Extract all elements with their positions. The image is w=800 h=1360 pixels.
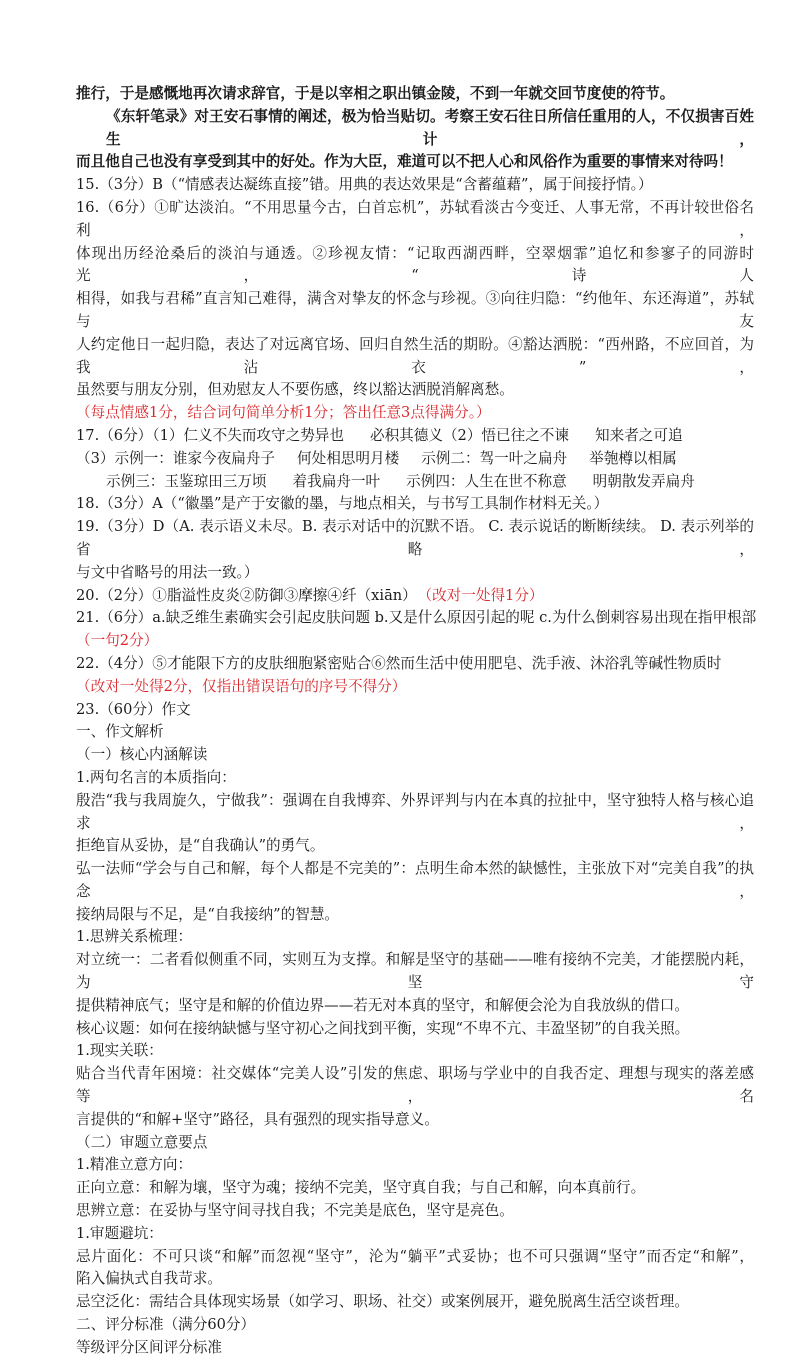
point-quotes-essence: 1.两句名言的本质指向： <box>76 768 236 786</box>
pitfalls-line-1: 忌片面化：不可只谈“和解”而忽视“坚守”，沦为“躺平”式妥协；也不可只强调“坚守”而否定“和解”， <box>76 1247 754 1265</box>
subheading-topic-review: （二）审题立意要点 <box>76 1133 208 1151</box>
answer-20-text: 20.（2分）①脂溢性皮炎②防御③摩擦④纤（xiān） <box>76 586 417 604</box>
point-reality: 1.现实关联： <box>76 1042 163 1060</box>
reality-line-1: 贴合当代青年困境：社交媒体“完美人设”引发的焦虑、职场与学业中的自我否定、理想与现实的落差感等，名 <box>76 1065 754 1106</box>
answer-17-line-1 <box>76 425 754 448</box>
answer-22-scoring-note: （改对一处得2分，仅指出错误语句的序号不得分） <box>76 677 407 695</box>
direction-line-1: 正向立意：和解为壤，坚守为魂；接纳不完美，坚守真自我；与自己和解，向本真前行。 <box>76 1179 646 1197</box>
answer-19-line-1: 19.（3分）D（A. 表示语义未尽。B. 表示对话中的沉默不语。 C. 表示说话的断断续续。 D. 表示列举的省略， <box>76 518 754 558</box>
section-heading-scoring: 二、评分标准（满分60分） <box>76 1316 256 1334</box>
answer-17-example-2b: 举匏樽以相属 <box>589 449 677 467</box>
pitfalls-line-2: 陷入偏执式自我苛求。 <box>76 1270 222 1288</box>
point-dialectic: 1.思辨关系梳理： <box>76 928 193 946</box>
answer-17-example-3a: 示例三：玉鉴琼田三万顷 <box>106 472 267 490</box>
point-precise-direction: 1.精准立意方向： <box>76 1156 193 1174</box>
passage-line-2: 《东轩笔录》对王安石事情的阐述，极为恰当贴切。考察王安石往日所信任重用的人，不仅损害百姓生计， <box>106 107 754 148</box>
answer-22: 22.（4分）⑤才能限下方的皮肤细胞紧密贴合⑥然而生活中使用肥皂、洗手液、沐浴乳等碱性物质时 <box>76 654 722 672</box>
answer-23-title: 23.（60分）作文 <box>76 700 191 718</box>
answer-17-part-2: 必积其德义（2）悟已往之不谏 <box>369 426 569 444</box>
answer-16-line-5: 虽然要与朋友分别，但劝慰友人不要伤感，终以豁达洒脱消解离愁。 <box>76 381 514 399</box>
answer-17-part-1: 17.（6分）（1）仁义不失而攻守之势异也 <box>76 426 344 444</box>
scoring-subheading: 等级评分区间评分标准 <box>76 1338 222 1356</box>
dialectic-line-2: 提供精神底气；坚守是和解的价值边界——若无对本真的坚守，和解便会沦为自我放纵的借口。 <box>76 996 689 1014</box>
passage-line-3: 而且他自己也没有享受到其中的好处。作为大臣，难道可以不把人心和风俗作为重要的事情来对待吗！ <box>76 153 733 171</box>
answer-16-line-3: 相得，如我与君稀”直言知己难得，满含对挚友的怀念与珍视。③向往归隐：“约他年、东还海道”，苏轼与友 <box>76 290 754 330</box>
passage-line-1: 推行，于是感慨地再次请求辞官，于是以宰相之职出镇金陵，不到一年就交回节度使的符节。 <box>76 85 675 102</box>
answer-21-line-1: 21.（6分）a.缺乏维生素确实会引起皮肤问题 b.又是什么原因引起的呢 c.为什么倒刺容易出现在指甲根部 <box>76 609 757 627</box>
answer-17-example-4b: 明朝散发弄扁舟 <box>592 472 695 490</box>
answer-15: 15.（3分）B（“情感表达凝练直接”错。用典的表达效果是“含蓄蕴藉”，属于间接抒情。） <box>76 176 653 194</box>
answer-16-line-2: 体现出历经沧桑后的淡泊与通透。②珍视友情：“记取西湖西畔，空翠烟霏”追忆和参寥子的同游时光，“诗人 <box>76 244 754 285</box>
answer-17-example-4a: 示例四：人生在世不称意 <box>406 472 567 490</box>
answer-21-scoring-note: （一句2分） <box>76 632 159 650</box>
answer-17-line-3 <box>76 471 754 494</box>
answer-17-example-1b: 何处相思明月楼 <box>297 449 400 467</box>
subheading-core-meaning: （一）核心内涵解读 <box>76 746 208 764</box>
answer-16-scoring-note: （每点情感1分，结合词句简单分析1分；答出任意3点得满分。） <box>76 404 491 422</box>
answer-17-part-3: 知来者之可追 <box>595 426 683 444</box>
dialectic-line-1: 对立统一：二者看似侧重不同，实则互为支撑。和解是坚守的基础——唯有接纳不完美，才能摆脱内耗，为坚守 <box>76 951 754 992</box>
section-heading-analysis: 一、作文解析 <box>76 723 164 741</box>
answer-17-example-1a: （3）示例一：谁家今夜扁舟子 <box>76 449 276 467</box>
answer-17-example-2a: 示例二：驾一叶之扁舟 <box>421 449 568 467</box>
quote-analysis-line-4: 接纳局限与不足，是“自我接纳”的智慧。 <box>76 905 340 923</box>
pitfalls-line-3: 忌空泛化：需结合具体现实场景（如学习、职场、社交）或案例展开，避免脱离生活空谈哲理。 <box>76 1293 689 1311</box>
quote-analysis-line-3: 弘一法师“学会与自己和解，每个人都是不完美的”：点明生命本然的缺憾性，主张放下对“完美自我”的执念， <box>76 860 754 900</box>
answer-17-example-3b: 着我扁舟一叶 <box>292 472 381 490</box>
quote-analysis-line-2: 拒绝盲从妥协，是“自我确认”的勇气。 <box>76 837 325 855</box>
quote-analysis-line-1: 殷浩“我与我周旋久，宁做我”：强调在自我博弈、外界评判与内在本真的拉扯中，坚守独特人格与核心追求， <box>76 791 754 832</box>
answer-16-line-1: 16.（6分）①旷达淡泊。“不用思量今古，白首忘机”，苏轼看淡古今变迁、人事无常，不再计较世俗名利， <box>76 198 754 239</box>
answer-20-scoring-note: （改对一处得1分） <box>424 586 544 604</box>
dialectic-line-3: 核心议题：如何在接纳缺憾与坚守初心之间找到平衡，实现“不卑不亢、丰盈坚韧”的自我关照。 <box>76 1019 690 1037</box>
answer-16-line-4: 人约定他日一起归隐，表达了对远离官场、回归自然生活的期盼。④豁达洒脱：“西州路，不应回首，为我沾衣”， <box>76 335 754 376</box>
reality-line-2: 言提供的“和解+坚守”路径，具有强烈的现实指导意义。 <box>76 1110 439 1128</box>
answer-18: 18.（3分）A（“徽墨”是产于安徽的墨，与地点相关，与书写工具制作材料无关。） <box>76 495 609 513</box>
answer-20 <box>76 585 754 608</box>
point-pitfalls: 1.审题避坑： <box>76 1224 163 1242</box>
direction-line-2: 思辨立意：在妥协与坚守间寻找自我；不完美是底色，坚守是亮色。 <box>76 1202 514 1220</box>
answer-19-line-2: 与文中省略号的用法一致。） <box>76 563 259 581</box>
answer-17-line-2 <box>76 448 754 471</box>
